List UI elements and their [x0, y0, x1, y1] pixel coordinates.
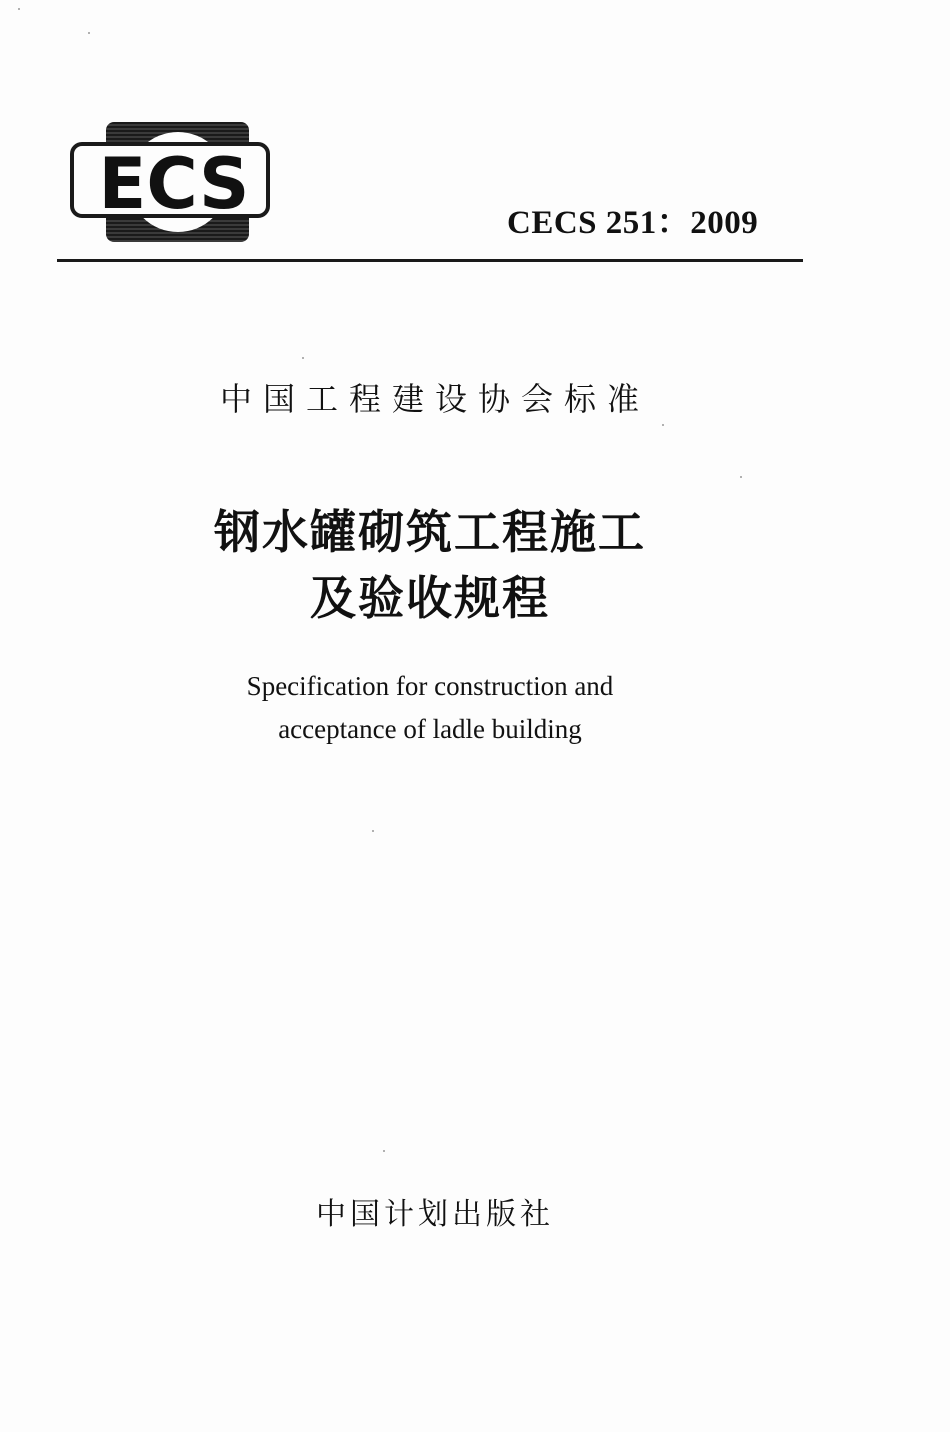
series-title: 中国工程建设协会标准 [219, 380, 650, 418]
title-zh-line1: 钢水罐砌筑工程施工 [214, 505, 646, 559]
scan-speck [302, 357, 304, 359]
logo-letters: ECS [98, 143, 250, 225]
header-rule [57, 259, 803, 262]
scan-speck [372, 830, 374, 832]
scan-speck [662, 424, 664, 426]
scan-speck [740, 476, 742, 478]
scan-speck [18, 8, 20, 10]
scan-speck [383, 1150, 385, 1152]
title-en-line2: acceptance of ladle building [278, 714, 582, 744]
scan-speck [88, 32, 90, 34]
ecs-logo [68, 118, 273, 246]
standard-code: CECS 251：2009 [507, 205, 759, 241]
title-zh-line2: 及验收规程 [310, 571, 550, 625]
title-en-line1: Specification for construction and [246, 671, 614, 701]
publisher: 中国计划出版社 [316, 1197, 554, 1232]
